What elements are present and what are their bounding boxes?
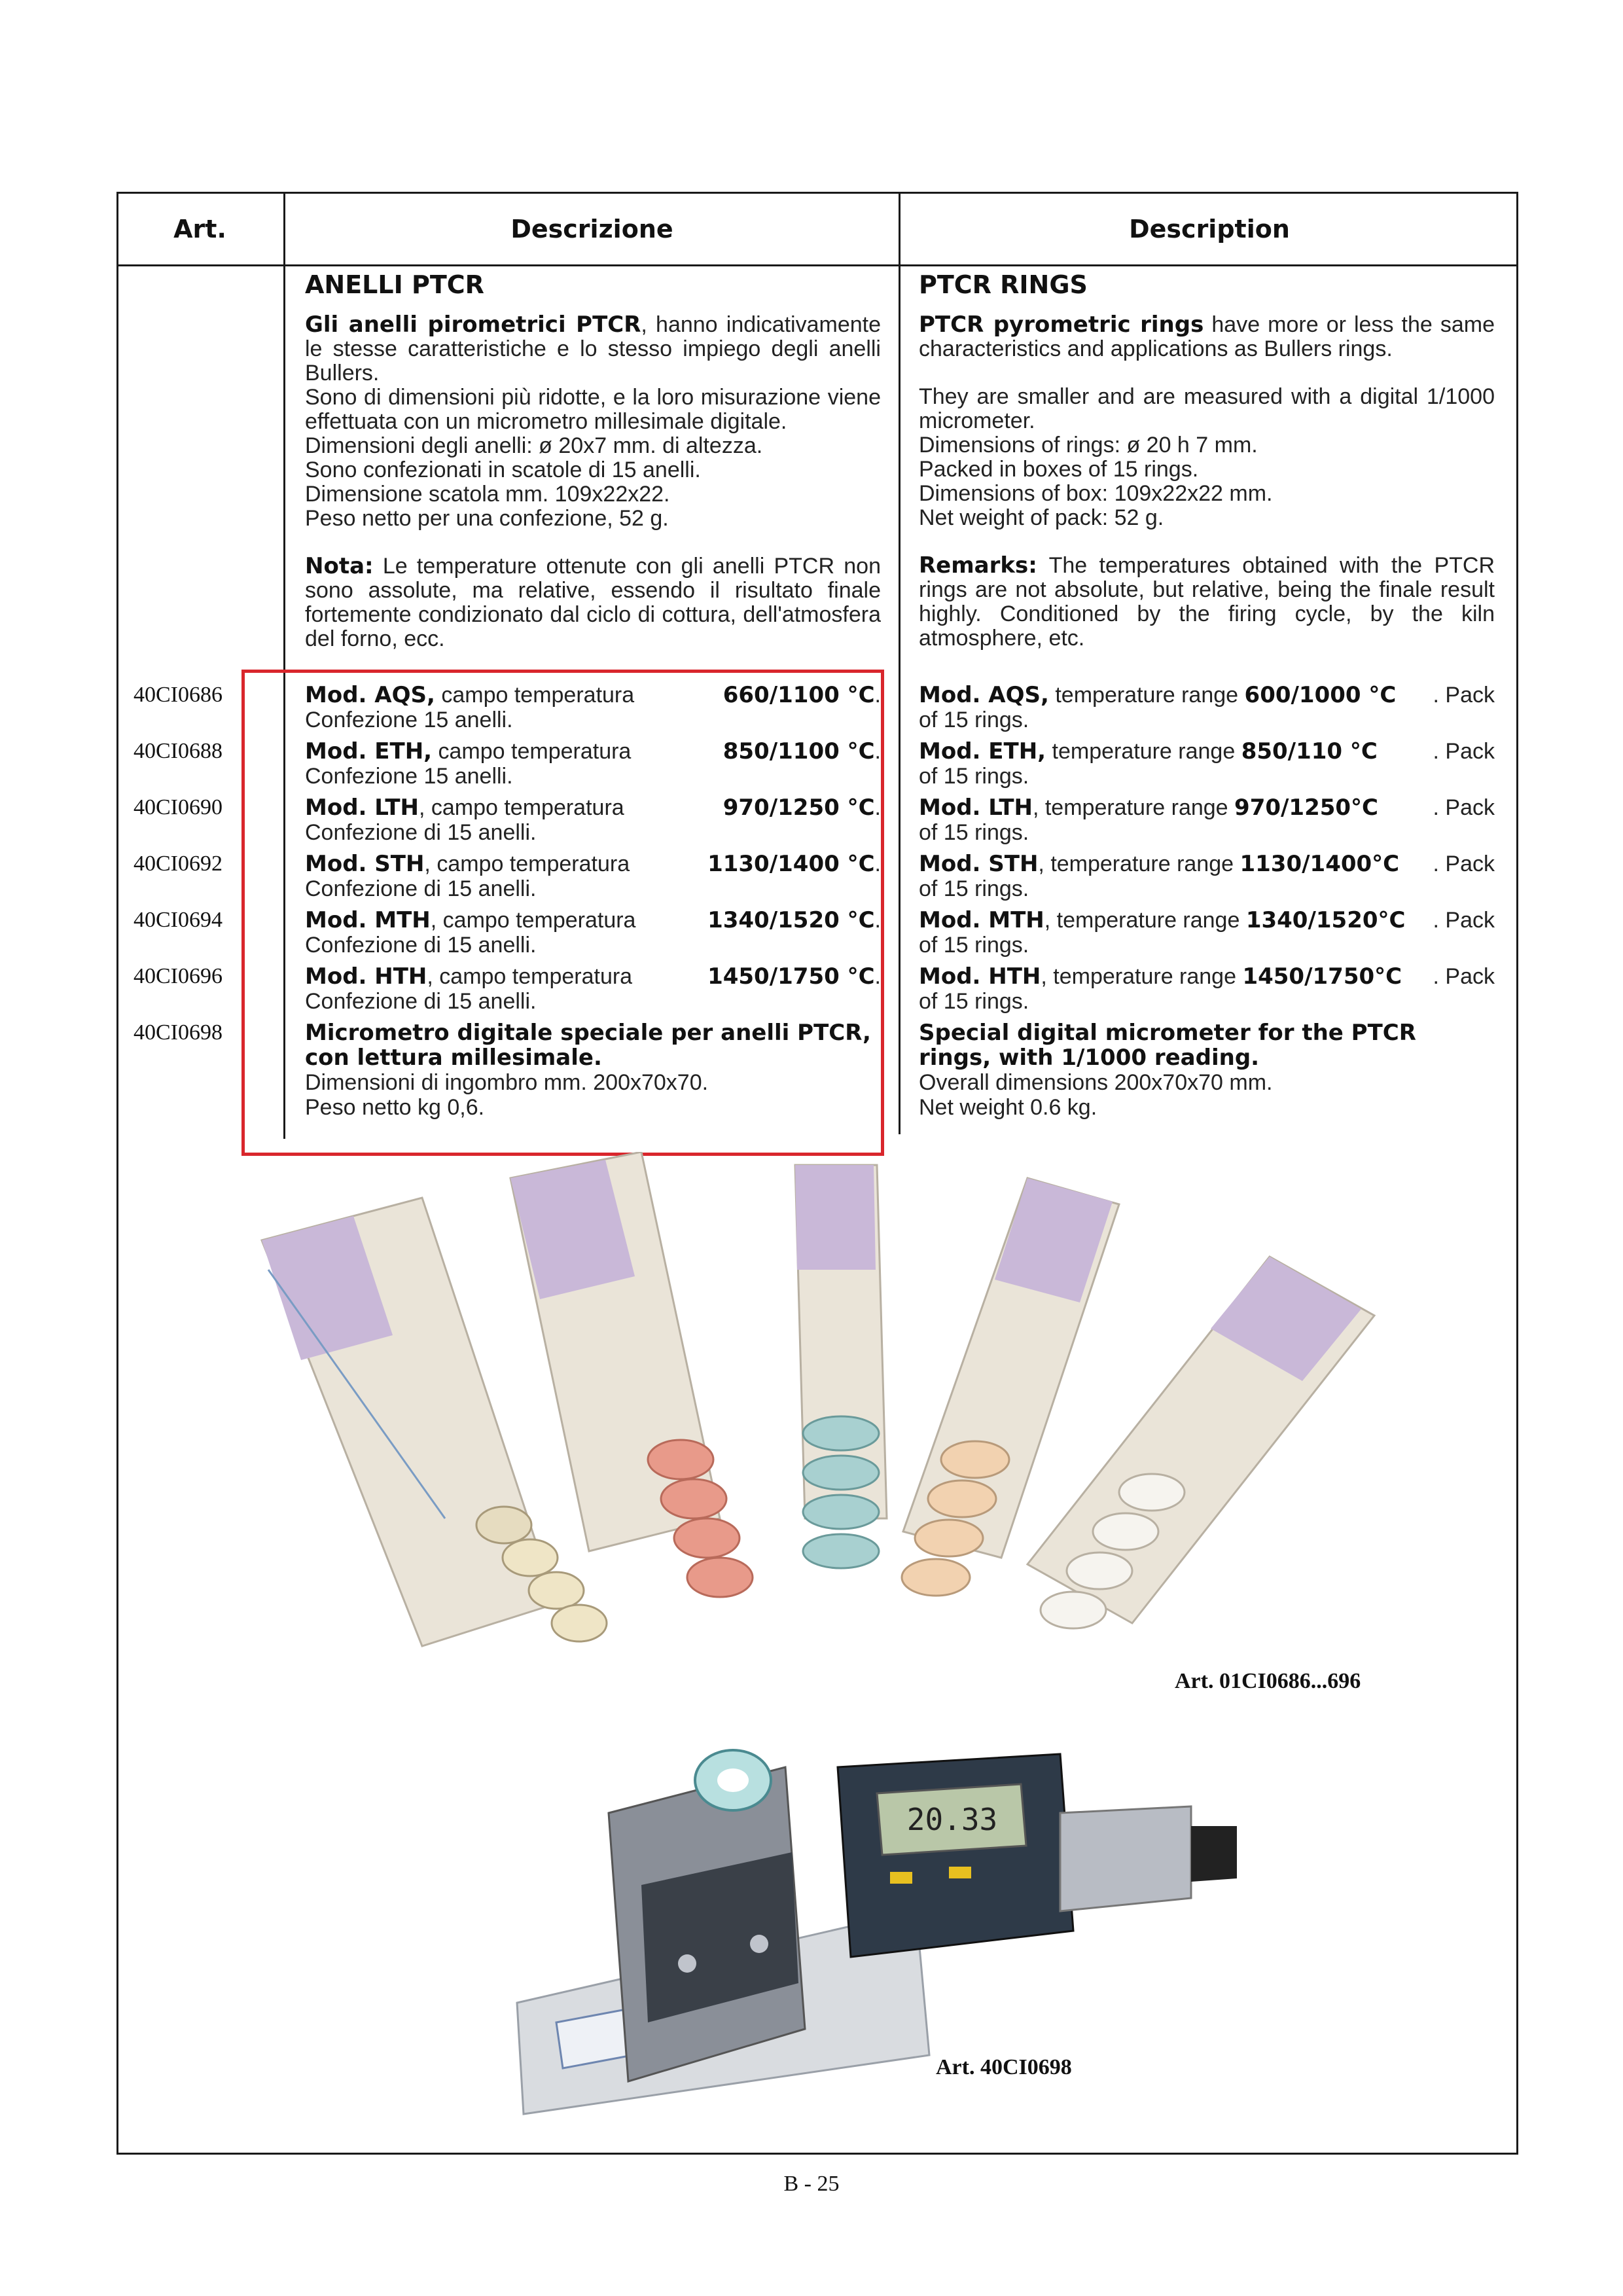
- model-label: , campo temperatura: [424, 852, 630, 876]
- english-title: PTCR RINGS: [919, 270, 1088, 299]
- italian-line: Peso netto per una confezione, 52 g.: [305, 506, 669, 531]
- caption-rings: Art. 01CI0686...696: [1175, 1669, 1361, 1693]
- model-name: Mod. HTH: [305, 963, 427, 990]
- english-note-label: Remarks:: [919, 552, 1037, 579]
- model-label: campo temperatura: [435, 683, 635, 708]
- model-end: .: [874, 852, 881, 876]
- model-label: , temperature range: [1044, 908, 1246, 933]
- digital-micrometer-illustration: [497, 1715, 1283, 2121]
- header-descrizione: Descrizione: [510, 215, 673, 243]
- model-name: Mod. MTH: [919, 907, 1044, 933]
- model-name: Mod. ETH,: [305, 738, 433, 764]
- model-pack: of 15 rings.: [919, 933, 1029, 958]
- model-end: . Pack: [1433, 964, 1495, 989]
- model-label: , campo temperatura: [430, 908, 636, 933]
- ring-box-eth: [510, 1152, 753, 1597]
- english-note-text: The temperatures obtained with the PTCR rings are not absolute, but relative, being the finale result highly. Conditioned by the firing cycle, by the kiln atmosphere, etc.: [919, 553, 1495, 651]
- model-pack: Confezione di 15 anelli.: [305, 876, 537, 901]
- italian-line: Sono di dimensioni più ridotte, e la loro misurazione viene effettuata con un micrometro millesimale digitale.: [305, 385, 881, 434]
- highlight-box: [241, 670, 884, 1156]
- art-code: 40CI0696: [134, 964, 223, 988]
- model-pack: Confezione di 15 anelli.: [305, 933, 537, 958]
- model-end: . Pack: [1433, 739, 1495, 764]
- page-number: B - 25: [783, 2172, 840, 2196]
- model-end: .: [874, 739, 881, 764]
- model-end: .: [874, 683, 881, 708]
- model-pack: Confezione 15 anelli.: [305, 708, 513, 732]
- italian-note-text: Le temperature ottenute con gli anelli PTCR non sono assolute, ma relative, essendo il risultato finale fortemente condizionato dal ciclo di cottura, dell'atmosfera del forno, ecc.: [305, 554, 881, 651]
- italian-intro-bold: Gli anelli pirometrici PTCR: [305, 312, 641, 338]
- micrometer-dimensions: Dimensioni di ingombro mm. 200x70x70.: [305, 1070, 709, 1095]
- english-model-sth: [919, 852, 1495, 901]
- english-line: Packed in boxes of 15 rings.: [919, 457, 1199, 482]
- english-line: Dimensions of rings: ø 20 h 7 mm.: [919, 433, 1258, 457]
- model-pack: of 15 rings.: [919, 764, 1029, 789]
- model-pack: of 15 rings.: [919, 820, 1029, 845]
- english-line: Dimensions of box: 109x22x22 mm.: [919, 481, 1273, 506]
- art-code: 40CI0698: [134, 1020, 223, 1045]
- model-label: temperature range: [1046, 739, 1241, 764]
- model-pack: Confezione 15 anelli.: [305, 764, 513, 789]
- model-range: 1340/1520°C: [1245, 907, 1406, 933]
- model-range: 1130/1400°C: [1240, 851, 1400, 877]
- model-end: .: [874, 795, 881, 820]
- model-pack: Confezione di 15 anelli.: [305, 989, 537, 1014]
- micrometer-button: [949, 1867, 971, 1878]
- italian-line: Dimensione scatola mm. 109x22x22.: [305, 482, 670, 507]
- art-code: 40CI0690: [134, 795, 223, 819]
- model-label: , campo temperatura: [418, 795, 624, 820]
- model-name: Mod. AQS,: [305, 682, 435, 708]
- micrometer-weight: Net weight 0.6 kg.: [919, 1095, 1097, 1120]
- italian-note: [305, 554, 881, 651]
- model-range: 600/1000 °C: [1244, 682, 1397, 708]
- micrometer-button: [890, 1872, 912, 1884]
- model-label: , temperature range: [1041, 964, 1243, 989]
- language-column-divider: [899, 192, 901, 1134]
- english-intro-paragraph: [919, 313, 1495, 361]
- english-model-mth: [919, 908, 1495, 958]
- model-label: , campo temperatura: [427, 964, 633, 989]
- model-end: . Pack: [1433, 683, 1495, 708]
- model-label: , temperature range: [1032, 795, 1235, 820]
- ptcr-ring-boxes-illustration: [249, 1152, 1387, 1689]
- model-label: campo temperatura: [432, 739, 632, 764]
- model-range: 1340/1520 °C: [707, 907, 875, 933]
- italian-intro-paragraph: [305, 313, 881, 386]
- english-intro-bold: PTCR pyrometric rings: [919, 312, 1204, 338]
- model-pack: of 15 rings.: [919, 989, 1029, 1014]
- model-label: temperature range: [1048, 683, 1245, 708]
- art-code: 40CI0692: [134, 852, 223, 876]
- micrometer-title: Special digital micrometer for the PTCR rings, with 1/1000 reading.: [919, 1020, 1416, 1071]
- model-range: 1450/1750°C: [1242, 963, 1402, 990]
- micrometer-weight: Peso netto kg 0,6.: [305, 1095, 485, 1120]
- model-end: . Pack: [1433, 795, 1495, 820]
- model-range: 1450/1750 °C: [707, 963, 875, 990]
- ring-box-lth: [795, 1165, 887, 1568]
- model-name: Mod. HTH: [919, 963, 1041, 990]
- micrometer-dimensions: Overall dimensions 200x70x70 mm.: [919, 1070, 1273, 1095]
- micrometer-title: Micrometro digitale speciale per anelli PTCR, con lettura millesimale.: [305, 1020, 871, 1071]
- caption-micrometer: Art. 40CI0698: [936, 2055, 1072, 2079]
- italian-line: Dimensioni degli anelli: ø 20x7 mm. di altezza.: [305, 433, 763, 458]
- english-line: Net weight of pack: 52 g.: [919, 505, 1164, 530]
- model-end: . Pack: [1433, 908, 1495, 933]
- italian-intro-text: , hanno indicativamente le stesse caratteristiche e lo stesso impiego degli anelli Bullers.: [305, 312, 882, 386]
- italian-intro: [305, 270, 881, 651]
- model-range: 850/1100 °C: [722, 738, 875, 764]
- header-description: Description: [1129, 215, 1290, 243]
- model-pack: of 15 rings.: [919, 708, 1029, 732]
- model-end: .: [874, 908, 881, 933]
- art-code: 40CI0688: [134, 739, 223, 763]
- english-line: They are smaller and are measured with a digital 1/1000 micrometer.: [919, 384, 1495, 433]
- english-model-lth: [919, 795, 1495, 845]
- model-name: Mod. LTH: [919, 795, 1033, 821]
- english-model-hth: [919, 964, 1495, 1014]
- model-end: . Pack: [1433, 852, 1495, 876]
- art-code: 40CI0686: [134, 683, 223, 707]
- english-micrometer: [919, 1020, 1495, 1120]
- model-range: 970/1250°C: [1234, 795, 1379, 821]
- model-name: Mod. LTH: [305, 795, 419, 821]
- model-pack: of 15 rings.: [919, 876, 1029, 901]
- italian-line: Sono confezionati in scatole di 15 anelli.: [305, 457, 701, 482]
- model-range: 970/1250 °C: [722, 795, 875, 821]
- model-name: Mod. STH: [919, 851, 1039, 877]
- english-model-eth: [919, 739, 1495, 789]
- model-name: Mod. STH: [305, 851, 425, 877]
- model-name: Mod. ETH,: [919, 738, 1046, 764]
- english-intro: [919, 270, 1495, 651]
- model-name: Mod. MTH: [305, 907, 431, 933]
- header-art: Art.: [173, 215, 226, 243]
- italian-title: ANELLI PTCR: [305, 270, 484, 299]
- model-label: , temperature range: [1038, 852, 1240, 876]
- model-range: 1130/1400 °C: [707, 851, 875, 877]
- model-pack: Confezione di 15 anelli.: [305, 820, 537, 845]
- english-intro-text: have more or less the same characteristics and applications as Bullers rings.: [919, 312, 1495, 361]
- micrometer-display: 20.33: [906, 1802, 998, 1837]
- english-model-aqs: [919, 683, 1495, 732]
- italian-note-label: Nota:: [305, 553, 374, 579]
- english-models: [919, 683, 1495, 1126]
- model-range: 850/110 °C: [1241, 738, 1378, 764]
- model-end: .: [874, 964, 881, 989]
- english-note: [919, 554, 1495, 651]
- model-name: Mod. AQS,: [919, 682, 1049, 708]
- model-range: 660/1100 °C: [722, 682, 875, 708]
- art-code: 40CI0694: [134, 908, 223, 932]
